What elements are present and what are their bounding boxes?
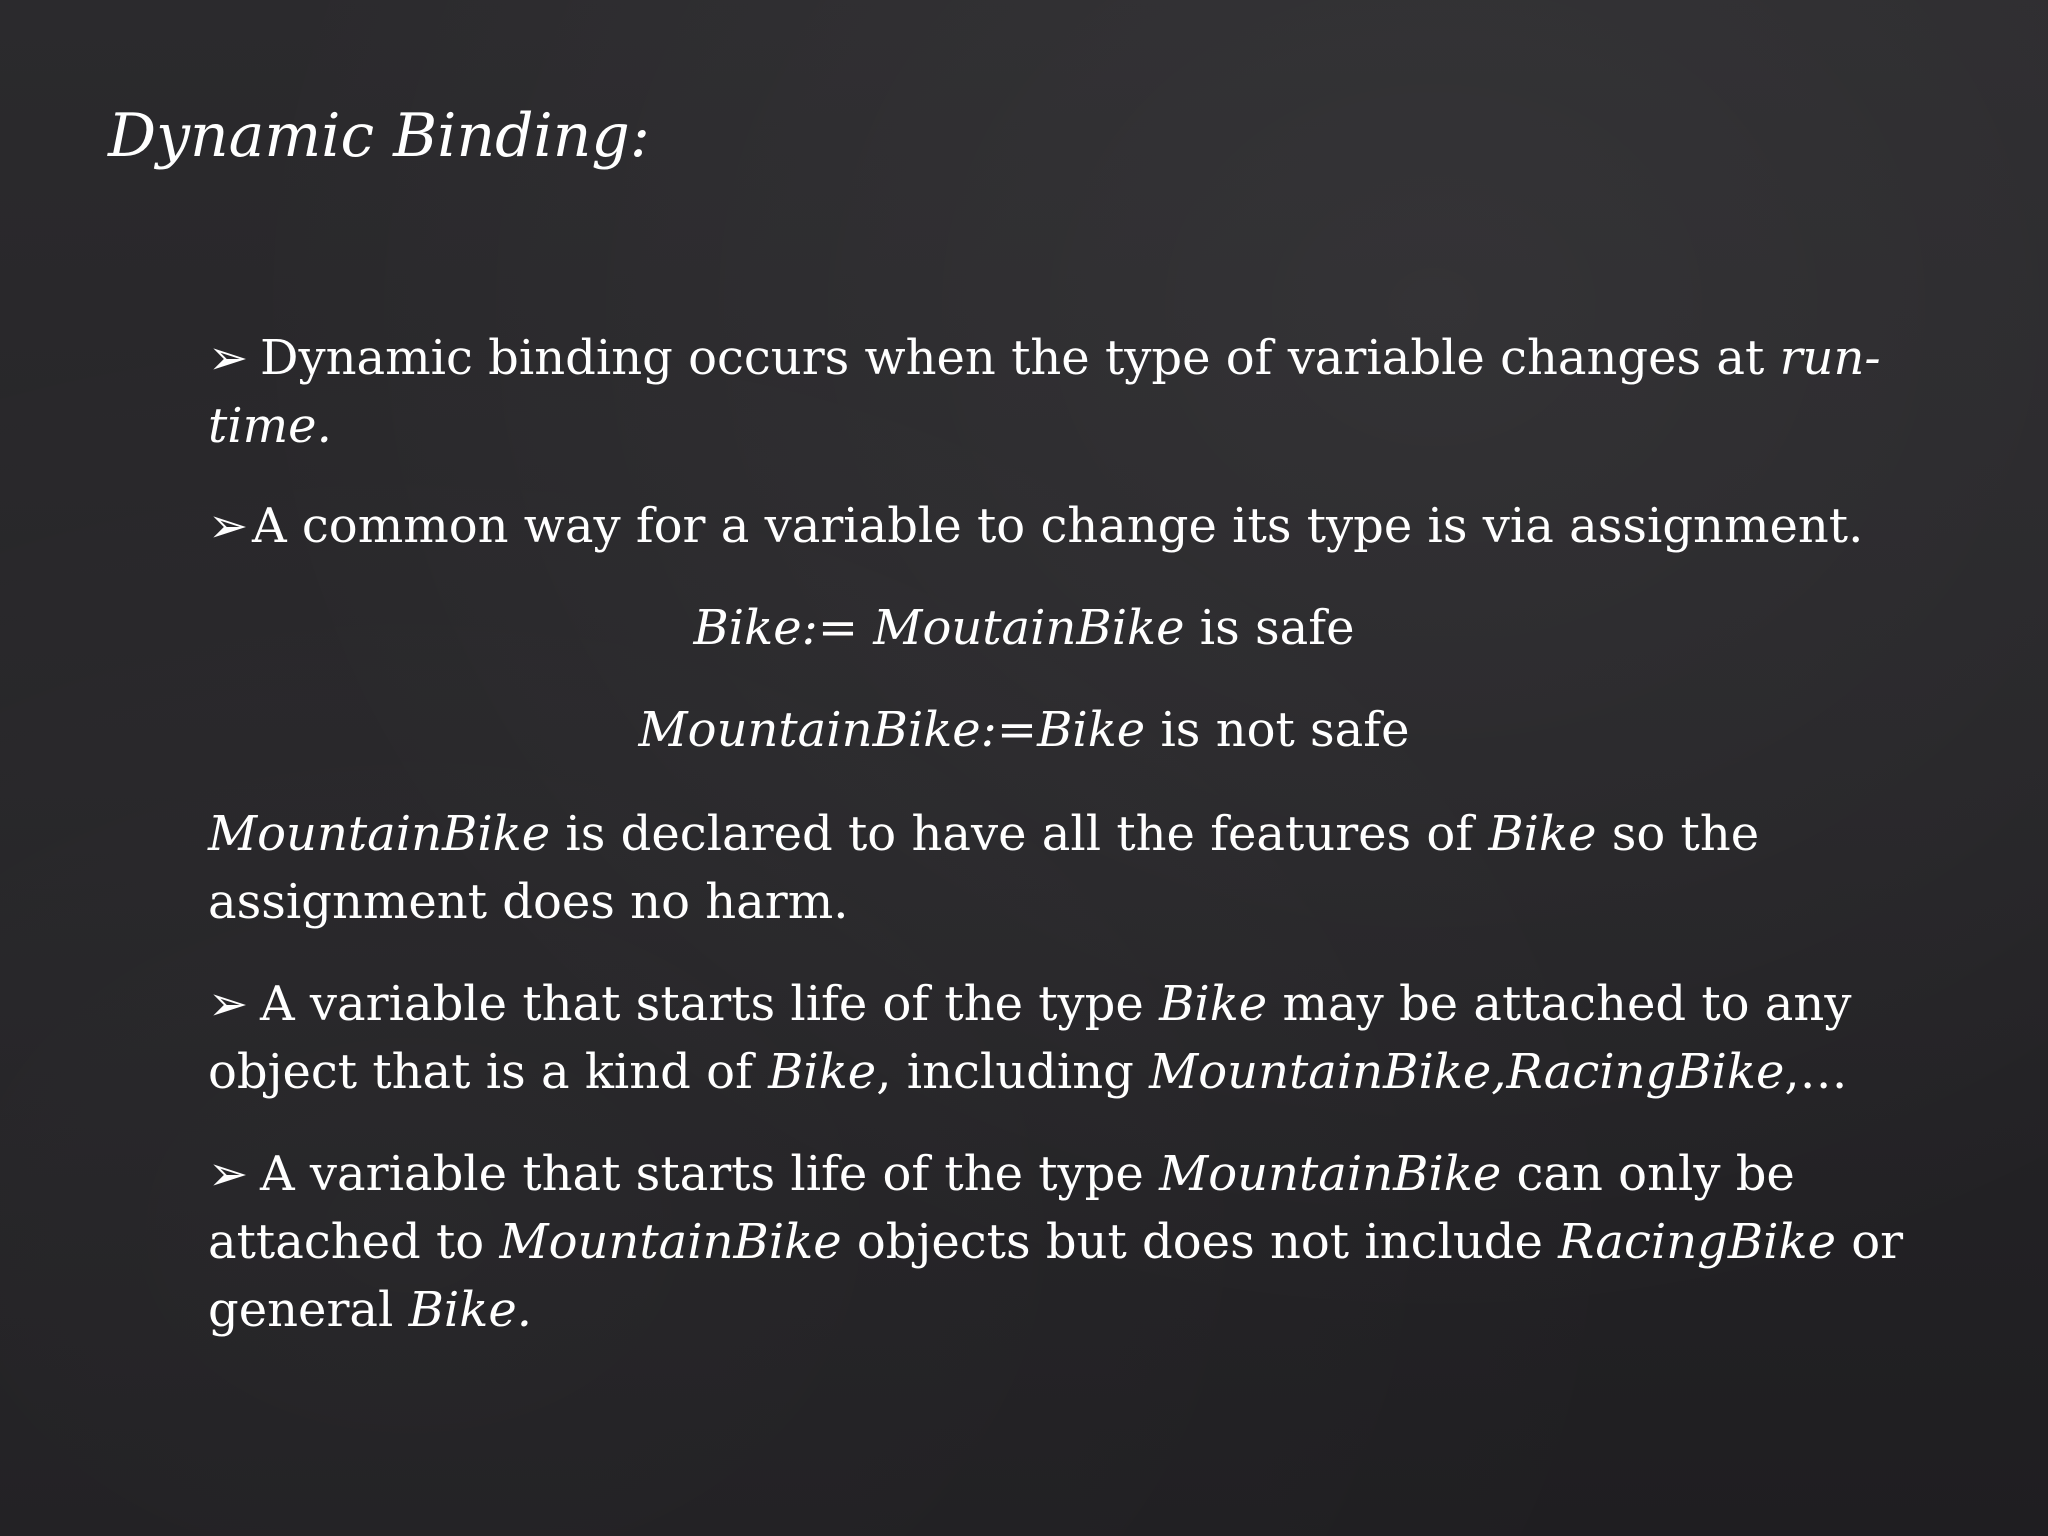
- slide-title: Dynamic Binding:: [108, 101, 650, 171]
- arrow-bullet-icon: ➢: [208, 1146, 249, 1202]
- paragraph-text: objects but does not include: [841, 1214, 1559, 1270]
- paragraph-text: so the assignment does no harm.: [208, 806, 1760, 930]
- paragraph-italic: MountainBike: [1159, 1146, 1502, 1202]
- arrow-bullet-icon: ➢: [208, 498, 249, 554]
- bullet-paragraph-2: [208, 492, 1908, 560]
- paragraph-italic: MountainBike,RacingBike: [1149, 1044, 1785, 1100]
- paragraph-italic: RacingBike: [1558, 1214, 1836, 1270]
- paragraph-text: Dynamic binding occurs when the type of variable changes at: [260, 330, 1780, 386]
- paragraph-text: may be attached to any object that is a kind of: [208, 976, 1852, 1100]
- paragraph-italic: Bike: [1488, 806, 1597, 862]
- paragraph-italic: Bike: [768, 1044, 877, 1100]
- bullet-paragraph-1: [208, 324, 1908, 460]
- example-unsafe-assignment: [0, 696, 2048, 764]
- paragraph-italic: MountainBike: [208, 806, 551, 862]
- paragraph-italic: Bike: [1159, 976, 1268, 1032]
- paragraph-text: , including: [876, 1044, 1150, 1100]
- paragraph-text: A variable that starts life of the type: [260, 1146, 1160, 1202]
- paragraph-italic: MountainBike: [499, 1214, 842, 1270]
- arrow-bullet-icon: ➢: [208, 976, 249, 1032]
- paragraph-italic: run-time.: [208, 330, 1881, 454]
- assignment-expression: Bike:= MoutainBike: [693, 600, 1185, 656]
- explanation-paragraph: [208, 800, 1908, 936]
- paragraph-text: can only be attached to: [208, 1146, 1795, 1270]
- paragraph-italic: Bike.: [408, 1282, 532, 1338]
- example-safe-assignment: [0, 594, 2048, 662]
- assignment-verdict: is not safe: [1145, 702, 1410, 758]
- bullet-paragraph-4: [208, 1140, 1908, 1344]
- assignment-verdict: is safe: [1184, 600, 1355, 656]
- bullet-paragraph-3: [208, 970, 1908, 1106]
- paragraph-text: is declared to have all the features of: [550, 806, 1489, 862]
- arrow-bullet-icon: ➢: [208, 330, 249, 386]
- paragraph-text: ,…: [1784, 1044, 1848, 1100]
- paragraph-text: or general: [208, 1214, 1904, 1338]
- paragraph-text: A variable that starts life of the type: [260, 976, 1160, 1032]
- paragraph-text: A common way for a variable to change its type is via assignment.: [252, 498, 1864, 554]
- assignment-expression: MountainBike:=Bike: [638, 702, 1146, 758]
